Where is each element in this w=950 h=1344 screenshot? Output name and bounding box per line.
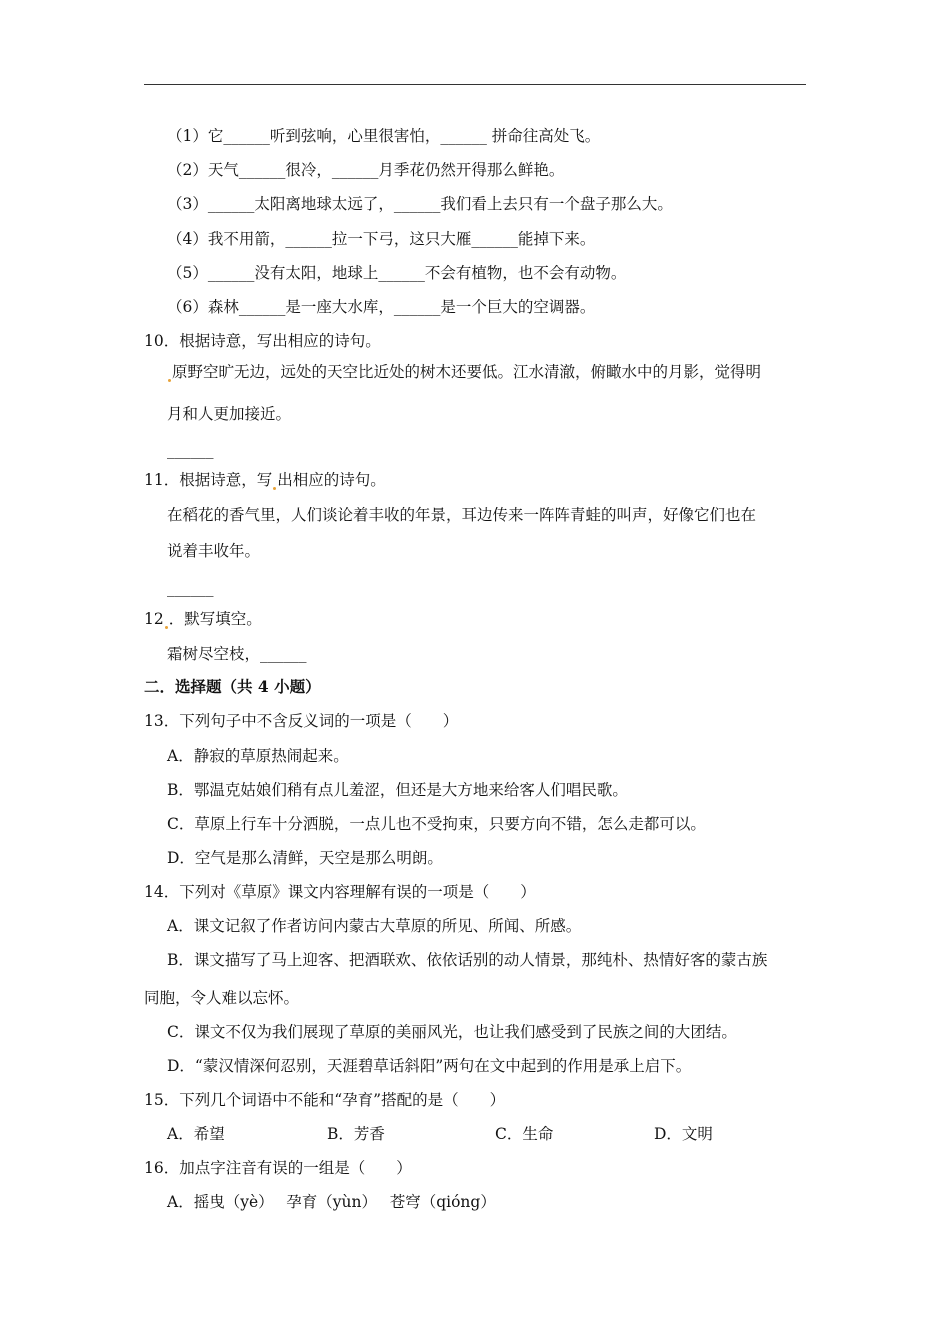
question-10-title: 10．根据诗意，写出相应的诗句。: [144, 332, 381, 350]
question-13-option-c[interactable]: C．草原上行车十分洒脱，一点儿也不受拘束，只要方向不错，怎么走都可以。: [167, 815, 706, 833]
section-heading: 二．选择题（共 4 小题）: [144, 677, 321, 696]
header-rule: [144, 84, 806, 85]
question-15-option-a[interactable]: A．希望: [167, 1125, 225, 1143]
fill-item-3: （3）______太阳离地球太远了，______我们看上去只有一个盘子那么大。: [167, 195, 673, 213]
question-14-option-a[interactable]: A．课文记叙了作者访问内蒙古大草原的所见、所闻、所感。: [167, 917, 582, 935]
question-10-text-2: 月和人更加接近。: [167, 405, 292, 423]
fill-item-2: （2）天气______很冷，______月季花仍然开得那么鲜艳。: [167, 161, 565, 179]
question-11-title: 11．根据诗意，写 出相应的诗句。: [144, 471, 386, 489]
question-14-option-b-cont: 同胞，令人难以忘怀。: [144, 989, 300, 1007]
question-15-option-b[interactable]: B．芳香: [327, 1125, 385, 1143]
mark-dot-icon: [165, 626, 168, 629]
mark-dot-icon: [168, 379, 171, 382]
question-14-option-d[interactable]: D．“蒙汉情深何忍别，天涯碧草话斜阳”两句在文中起到的作用是承上启下。: [167, 1057, 692, 1075]
question-11-answer-blank[interactable]: ______: [167, 579, 214, 597]
fill-item-5: （5）______没有太阳，地球上______不会有植物，也不会有动物。: [167, 264, 627, 282]
question-12-title: 12 ．默写填空。: [144, 610, 262, 628]
question-14-option-c[interactable]: C．课文不仅为我们展现了草原的美丽风光，也让我们感受到了民族之间的大团结。: [167, 1023, 737, 1041]
question-15-option-c[interactable]: C．生命: [495, 1125, 554, 1143]
fill-item-6: （6）森林______是一座大水库，______是一个巨大的空调器。: [167, 298, 596, 316]
question-10-answer-blank[interactable]: ______: [167, 441, 214, 459]
question-16-title: 16．加点字注音有误的一组是（ ）: [144, 1159, 412, 1177]
question-13-option-a[interactable]: A．静寂的草原热闹起来。: [167, 747, 349, 765]
mark-dot-icon: [273, 487, 276, 490]
question-13-title: 13．下列句子中不含反义词的一项是（ ）: [144, 712, 459, 730]
question-15-title: 15．下列几个词语中不能和“孕育”搭配的是（ ）: [144, 1091, 506, 1109]
question-12-text: 霜树尽空枝，______: [167, 645, 307, 663]
question-11-text-1: 在稻花的香气里，人们谈论着丰收的年景，耳边传来一阵阵青蛙的叫声，好像它们也在: [167, 506, 757, 524]
question-15-option-d[interactable]: D．文明: [654, 1125, 713, 1143]
question-11-text-2: 说着丰收年。: [167, 542, 261, 560]
fill-item-1: （1）它______听到弦响，心里很害怕，______ 拼命往高处飞。: [167, 127, 601, 145]
question-13-option-b[interactable]: B．鄂温克姑娘们稍有点儿羞涩，但还是大方地来给客人们唱民歌。: [167, 781, 628, 799]
fill-item-4: （4）我不用箭，______拉一下弓，这只大雁______能掉下来。: [167, 230, 596, 248]
question-13-option-d[interactable]: D．空气是那么清鲜，天空是那么明朗。: [167, 849, 443, 867]
question-10-text-1: 原野空旷无边，远处的天空比近处的树木还要低。江水清澈，俯瞰水中的月影，觉得明: [167, 362, 761, 382]
question-14-option-b[interactable]: B．课文描写了马上迎客、把酒联欢、依依话别的动人情景，那纯朴、热情好客的蒙古族: [167, 951, 768, 969]
question-14-title: 14．下列对《草原》课文内容理解有误的一项是（ ）: [144, 883, 536, 901]
question-16-option-a[interactable]: A．摇曳（yè） 孕育（yùn） 苍穹（qióng）: [167, 1193, 496, 1211]
